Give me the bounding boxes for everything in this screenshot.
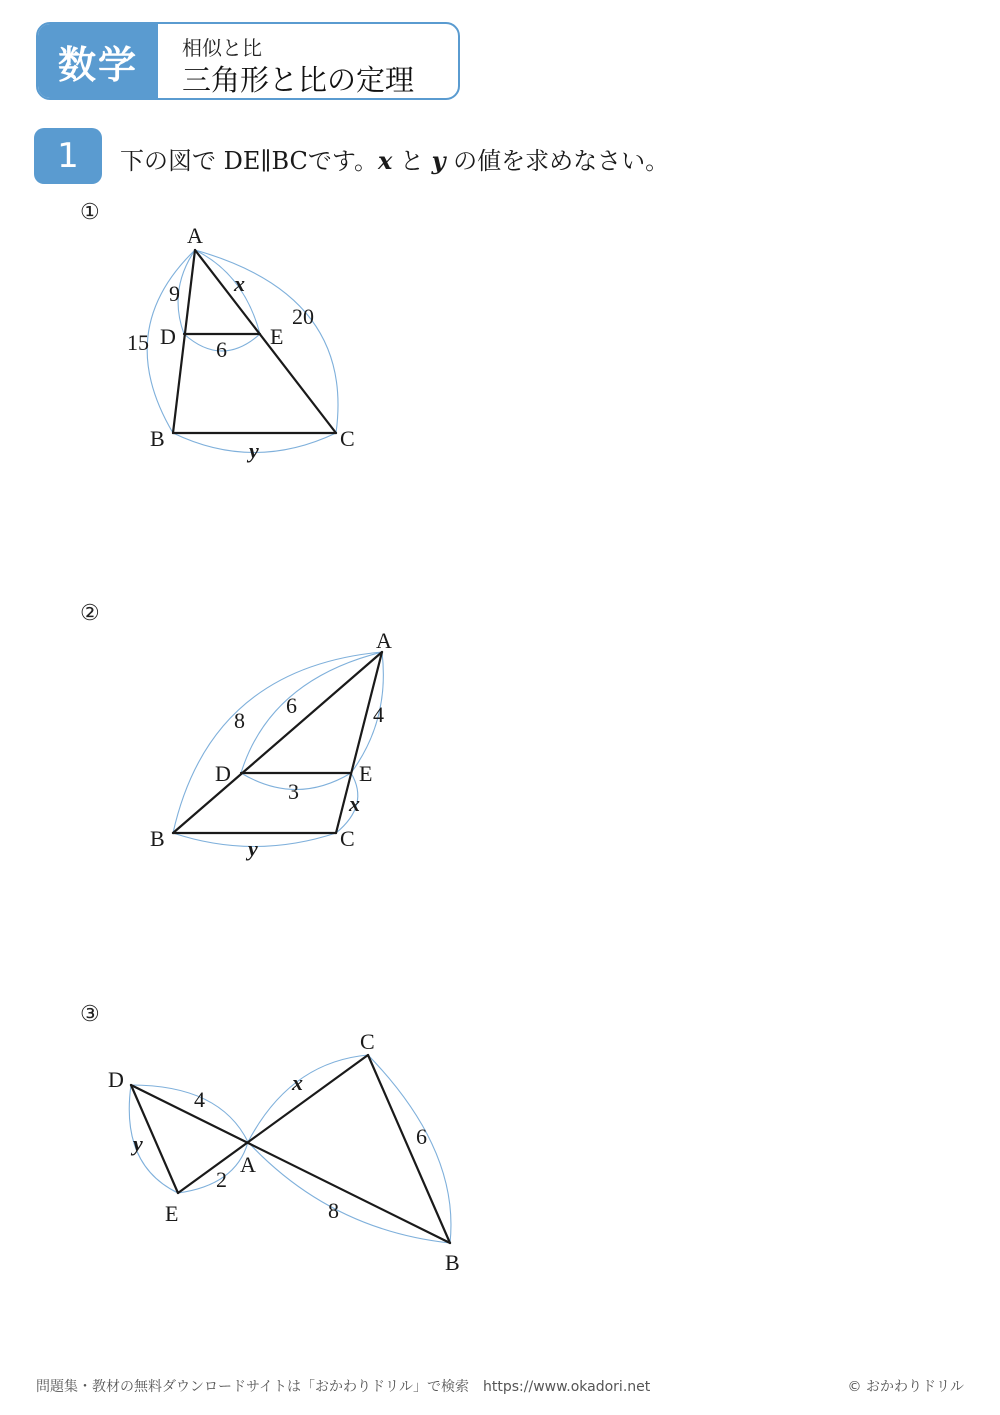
problem-1-label: ① — [80, 200, 100, 225]
point-c-label: C — [340, 826, 355, 851]
length-ad-label: 6 — [286, 693, 297, 718]
length-ae-label: x — [234, 271, 245, 296]
point-a-label: A — [240, 1152, 256, 1177]
point-e-label: E — [359, 761, 373, 786]
point-e-label: E — [270, 324, 284, 349]
point-c-label: C — [340, 426, 355, 451]
length-ec-label: x — [349, 791, 360, 816]
topic-name: 三角形と比の定理 — [182, 63, 415, 97]
point-c-label: C — [360, 1029, 375, 1054]
length-ae-label: 4 — [373, 702, 384, 727]
point-e-label: E — [165, 1201, 179, 1226]
point-d-label: D — [108, 1067, 124, 1092]
subject-label: 数学 — [38, 24, 158, 98]
point-d-label: D — [215, 761, 231, 786]
length-ac-label: x — [292, 1070, 303, 1095]
length-de-label: 6 — [216, 337, 227, 362]
point-b-label: B — [150, 826, 165, 851]
length-ad-label: 9 — [169, 281, 180, 306]
figure-3 — [108, 1029, 460, 1275]
length-de-label: 3 — [288, 779, 299, 804]
segment-db — [131, 1085, 450, 1243]
question-text-part: と — [392, 147, 432, 175]
length-ad-label: 4 — [194, 1087, 205, 1112]
point-d-label: D — [160, 324, 176, 349]
length-ab-label: 8 — [234, 708, 245, 733]
footer-copyright: © おかわりドリル — [847, 1379, 964, 1395]
segment-cb — [368, 1055, 450, 1243]
length-bc-label: y — [248, 836, 258, 861]
length-ab-label: 8 — [328, 1198, 339, 1223]
point-a-label: A — [376, 628, 392, 653]
length-bc-label: y — [249, 438, 259, 463]
figure-1 — [127, 223, 355, 463]
length-cb-label: 6 — [416, 1124, 427, 1149]
question-var-y: y — [431, 146, 446, 175]
question-number-badge: 1 — [34, 128, 102, 184]
length-ac-label: 20 — [292, 304, 314, 329]
unit-name: 相似と比 — [182, 36, 262, 60]
question-var-x: x — [378, 146, 393, 175]
length-de-label: y — [133, 1131, 143, 1156]
length-ab-label: 15 — [127, 330, 149, 355]
problem-3-label: ③ — [80, 1002, 100, 1027]
question-text-part: の値を求めなさい。 — [445, 147, 670, 175]
question-text-part: 下の図で DE∥BCです。 — [120, 147, 379, 175]
footer-download-note: 問題集・教材の無料ダウンロードサイトは「おかわりドリル」で検索 https://www.okadori.net — [36, 1379, 651, 1395]
point-a-label: A — [187, 223, 203, 248]
segment-ab — [173, 250, 195, 433]
problem-2-label: ② — [80, 601, 100, 626]
point-b-label: B — [445, 1250, 460, 1275]
point-b-label: B — [150, 426, 165, 451]
segment-ec — [178, 1055, 368, 1193]
length-ae-label: 2 — [216, 1167, 227, 1192]
figure-2 — [150, 628, 392, 861]
